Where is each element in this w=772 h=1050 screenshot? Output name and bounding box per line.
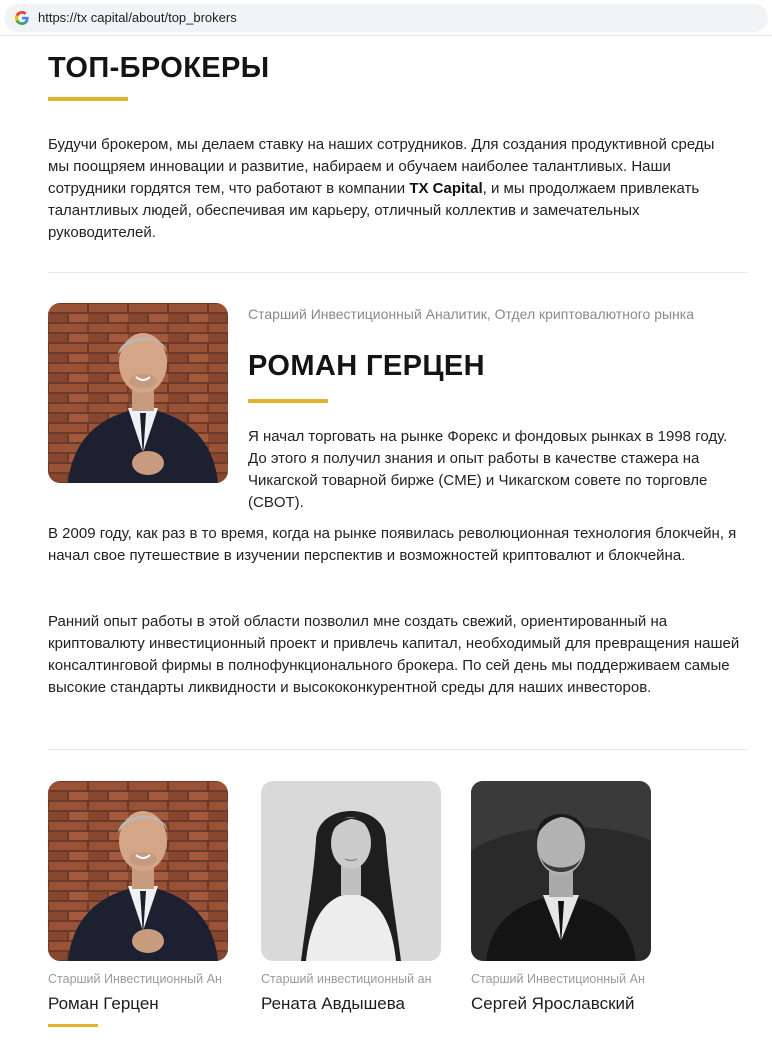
name-underline	[248, 399, 328, 403]
team-card-role: Старший инвестиционный ан	[261, 972, 432, 986]
featured-bio-paragraph-2: В 2009 году, как раз в то время, когда на рынке появилась революционная технология блокчейн, я начал свое путешествие в изучении перспектив и возможностей криптовалют и блокчейна.	[48, 525, 737, 564]
intro-text-1: Будучи брокером, мы делаем ставку на наших сотрудников. Для создания продуктивной среды мы поощряем инновации и развитие, набираем и обучаем наиболее талантливых. Наши сотрудники гордятся тем, что работают в компании	[48, 136, 715, 197]
intro-paragraph	[48, 134, 728, 244]
section-divider	[48, 749, 748, 750]
team-card-name[interactable]: Роман Герцен	[48, 994, 159, 1013]
team-card-photo[interactable]	[48, 781, 228, 961]
team-card-name[interactable]: Сергей Ярославский	[471, 994, 635, 1013]
intro-text-2: , и мы продолжаем привлекать талантливых людей, обеспечивая им карьеру, отличный коллектив и замечательных руководителей.	[48, 180, 700, 241]
active-card-underline	[48, 1024, 98, 1027]
featured-bio-paragraph-3: Ранний опыт работы в этой области позволил мне создать свежий, ориентированный на криптовалюту инвестиционный проект и привлечь капитал, необходимый для превращения нашей консалтинговой фирмы в полнофункционального брокера. По сей день мы поддерживаем самые высокие стандарты ликвидности и высококонкурентной среды для наших инвесторов.	[48, 613, 740, 696]
page-title: ТОП-БРОКЕРЫ	[48, 52, 270, 84]
url-text: https://tx capital/about/top_brokers	[38, 10, 237, 25]
team-card-name[interactable]: Рената Авдышева	[261, 994, 405, 1013]
featured-bio-paragraph-1: Я начал торговать на рынке Форекс и фондовых рынках в 1998 году. До этого я получил знания и опыт работы в качестве стажера на Чикагской товарной бирже (CME) и Чикагском совете по торговле (CBOT).	[248, 428, 728, 511]
featured-broker-role: Старший Инвестиционный Аналитик, Отдел криптовалютного рынка	[248, 306, 695, 322]
team-card-role: Старший Инвестиционный Ан	[471, 972, 645, 986]
intro-company-name: TX Capital	[409, 180, 483, 197]
title-underline	[48, 97, 128, 101]
team-card-photo[interactable]	[471, 781, 651, 961]
featured-broker-name: РОМАН ГЕРЦЕН	[248, 350, 486, 382]
featured-broker-photo	[48, 303, 228, 483]
url-field[interactable]	[4, 4, 768, 32]
browser-address-bar	[0, 0, 772, 36]
team-card-photo[interactable]	[261, 781, 441, 961]
section-divider	[48, 272, 748, 273]
google-g-icon	[14, 10, 30, 26]
team-card-role: Старший Инвестиционный Ан	[48, 972, 222, 986]
